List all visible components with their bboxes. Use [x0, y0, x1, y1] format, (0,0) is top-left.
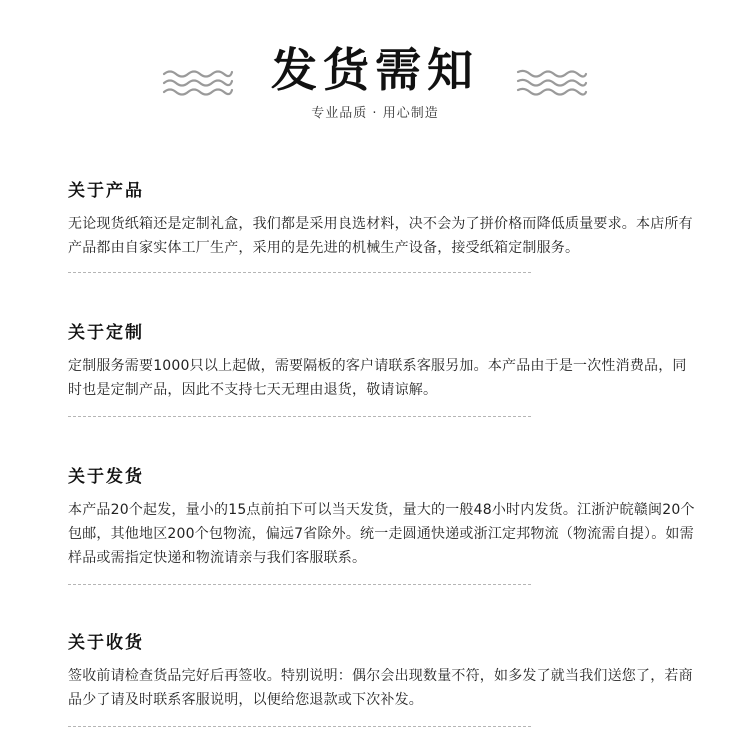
page-title: 发货需知	[271, 43, 479, 97]
section-body: 无论现货纸箱还是定制礼盒，我们都是采用良选材料，决不会为了拼价格而降低质量要求。本店所有产品都由自家实体工厂生产，采用的是先进的机械生产设备，接受纸箱定制服务。	[68, 216, 693, 256]
header	[0, 0, 750, 140]
section-custom	[68, 320, 698, 402]
section-title: 关于定制	[68, 323, 144, 343]
section-body: 签收前请检查货品完好后再签收。特别说明：偶尔会出现数量不符，如多发了就当我们送您了，若商品少了请及时联系客服说明，以便给您退款或下次补发。	[68, 668, 693, 708]
section-receiving	[68, 630, 698, 712]
section-title: 关于收货	[68, 633, 144, 653]
section-body: 定制服务需要1000只以上起做，需要隔板的客户请联系客服另加。本产品由于是一次性消费品，同时也是定制产品，因此不支持七天无理由退货，敬请谅解。	[68, 358, 687, 398]
page-subtitle: 专业品质 · 用心制造	[311, 106, 439, 121]
section-shipping	[68, 464, 698, 570]
section-body: 本产品20个起发，量小的15点前拍下可以当天发货，量大的一般48小时内发货。江浙沪皖赣闽20个包邮，其他地区200个包物流，偏远7省除外。统一走圆通快递或浙江定邦物流（物流需自提）。如需样品或需指定快递和物流请亲与我们客服联系。	[68, 502, 695, 566]
divider	[68, 584, 531, 585]
section-product	[68, 178, 698, 260]
divider	[68, 416, 531, 417]
section-title: 关于产品	[68, 181, 144, 201]
divider	[68, 272, 531, 273]
wave-ornament-icon	[516, 66, 588, 100]
section-title: 关于发货	[68, 467, 144, 487]
divider	[68, 726, 531, 727]
